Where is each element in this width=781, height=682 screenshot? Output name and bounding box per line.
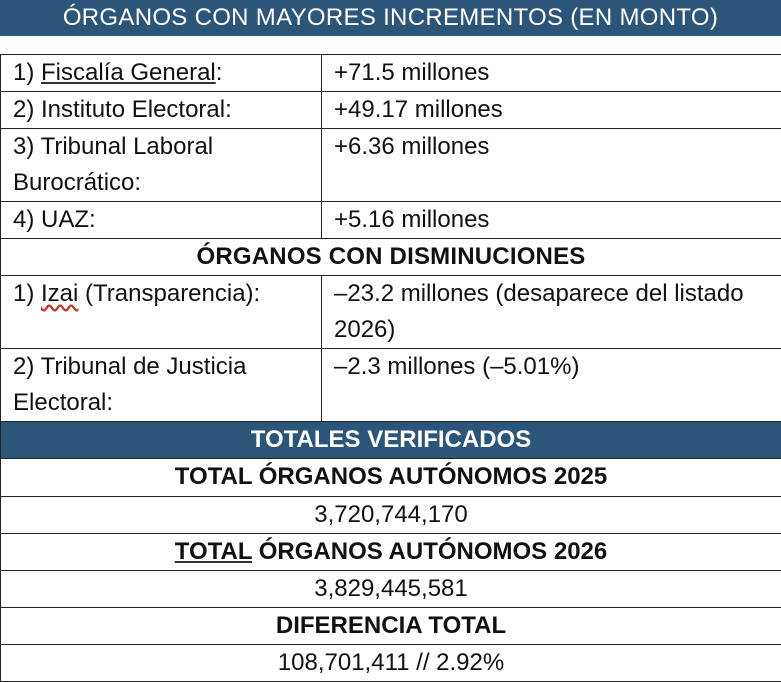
table-row (1, 608, 781, 645)
page-title: ÓRGANOS CON MAYORES INCREMENTOS (EN MONTO) (0, 0, 781, 36)
total-2025-value: 3,720,744,170 (1, 497, 781, 534)
section-heading-row (1, 422, 781, 459)
organ-value: +71.5 millones (322, 55, 781, 92)
table-row (1, 55, 781, 92)
table-row (1, 534, 781, 571)
total-2026-label-rest: ÓRGANOS AUTÓNOMOS 2026 (252, 538, 607, 565)
organ-name: Tribunal Laboral Burocrático: (13, 133, 213, 196)
organ-name: Fiscalía General (41, 59, 216, 86)
organ-name: Izai (41, 280, 78, 307)
row-number: 1) (13, 280, 34, 307)
increments-table (0, 54, 781, 682)
organ-name-suffix: : (216, 59, 223, 86)
total-2025-label: TOTAL ÓRGANOS AUTÓNOMOS 2025 (1, 459, 781, 497)
table-row (1, 92, 781, 129)
organ-name: UAZ: (41, 206, 96, 233)
organ-name-cell (1, 129, 322, 202)
total-2026-label (1, 534, 781, 571)
row-number: 3) (13, 133, 34, 160)
organ-name-cell (1, 92, 322, 129)
organ-name-cell (1, 349, 322, 422)
row-number: 2) (13, 96, 34, 123)
difference-label: DIFERENCIA TOTAL (1, 608, 781, 645)
organ-name-cell (1, 276, 322, 349)
organ-value: –2.3 millones (–5.01%) (322, 349, 781, 422)
decreases-title: ÓRGANOS CON DISMINUCIONES (1, 239, 781, 276)
organ-value: +6.36 millones (322, 129, 781, 202)
row-number: 4) (13, 206, 34, 233)
totals-title: TOTALES VERIFICADOS (1, 422, 781, 459)
organ-value: –23.2 millones (desaparece del listado 2026) (322, 276, 781, 349)
table-row (1, 497, 781, 534)
row-number: 2) (13, 353, 34, 380)
row-number: 1) (13, 59, 34, 86)
organ-name: Tribunal de Justicia Electoral: (13, 353, 246, 416)
difference-value: 108,701,411 // 2.92% (1, 645, 781, 682)
organ-name-cell (1, 55, 322, 92)
organ-name-cell (1, 202, 322, 239)
table-row (1, 349, 781, 422)
table-row (1, 459, 781, 497)
organ-name-rest: (Transparencia): (78, 280, 260, 307)
table-row (1, 202, 781, 239)
table-row (1, 129, 781, 202)
table-row (1, 276, 781, 349)
total-2026-label-underlined: TOTAL (175, 538, 252, 565)
total-2026-value: 3,829,445,581 (1, 571, 781, 608)
table-row (1, 571, 781, 608)
organ-value: +49.17 millones (322, 92, 781, 129)
section-heading-row (1, 239, 781, 276)
table-row (1, 645, 781, 682)
organ-value: +5.16 millones (322, 202, 781, 239)
organ-name: Instituto Electoral: (41, 96, 232, 123)
